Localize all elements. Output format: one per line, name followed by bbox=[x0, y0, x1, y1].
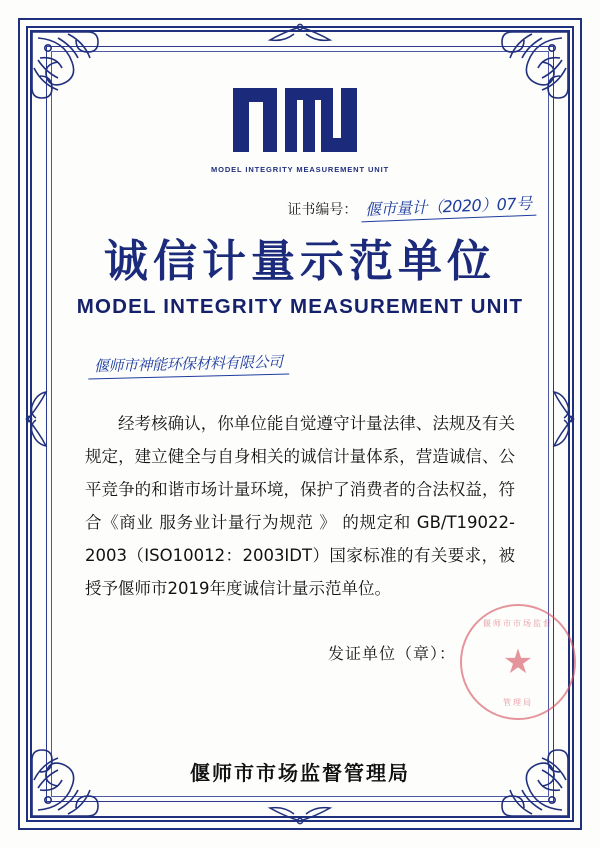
side-ornament-right-icon bbox=[550, 380, 576, 458]
side-ornament-bottom-icon bbox=[240, 804, 360, 826]
side-ornament-top-icon bbox=[240, 22, 360, 44]
seal-text-top: 偃师市市场监督 bbox=[483, 619, 553, 628]
issuing-organization: 偃师市市场监督管理局 bbox=[190, 761, 410, 785]
logo-caption: MODEL INTEGRITY MEASUREMENT UNIT bbox=[210, 165, 390, 174]
seal-text-bottom: 管理局 bbox=[503, 698, 533, 707]
certificate-number-value: 偃市量计（2020）07号 bbox=[361, 191, 536, 223]
certificate-title-cn: 诚信计量示范单位 bbox=[104, 236, 496, 287]
seal-star-icon: ★ bbox=[502, 643, 534, 681]
logo-block bbox=[211, 82, 389, 174]
certificate-number-row bbox=[287, 194, 536, 219]
certificate-number-label: 证书编号： bbox=[287, 202, 358, 218]
mium-monogram-logo-icon bbox=[229, 82, 371, 158]
official-seal-stamp bbox=[460, 604, 576, 720]
issuer-label: 发证单位（章）： bbox=[327, 644, 456, 663]
certificate-title-en: MODEL INTEGRITY MEASUREMENT UNIT bbox=[76, 295, 524, 318]
side-ornament-left-icon bbox=[24, 380, 50, 458]
certificate-body-text: 经考核确认，你单位能自觉遵守计量法律、法规及有关规定，建立健全与自身相关的诚信计量体系，营造诚信、公平竞争的和谐市场计量环境，保护了消费者的合法权益，符合《商业 服务业计量行为规范 》 的规定和 GB/T19022-2003（ISO10012：2003IDT）国家标准的有关要求，被授予偃师市2019年度诚信计量示范单位。 bbox=[85, 414, 515, 598]
recipient-name: 偃师市神能环保材料有限公司 bbox=[88, 351, 289, 380]
